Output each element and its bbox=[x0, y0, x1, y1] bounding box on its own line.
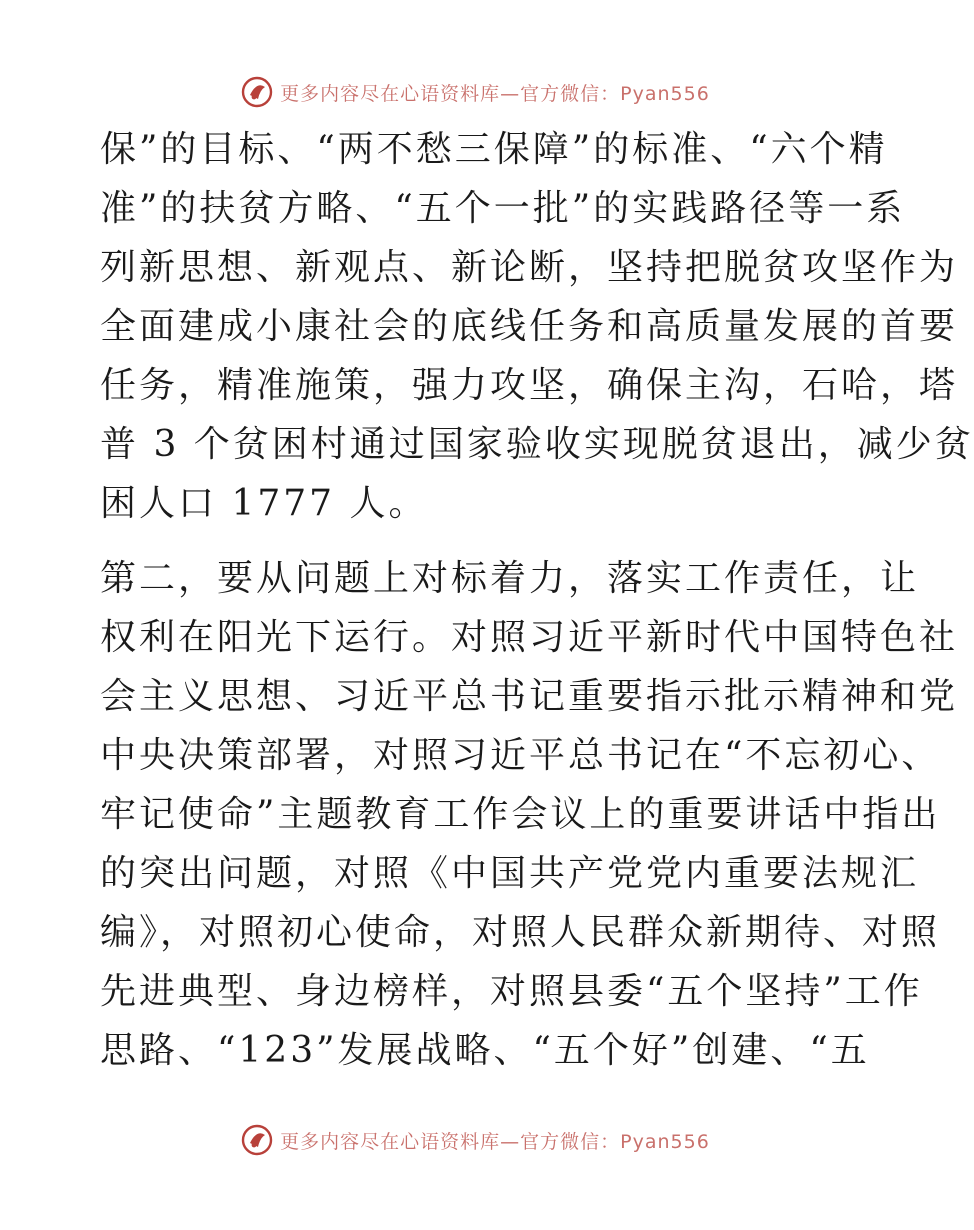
text-line: 中央决策部署，对照习近平总书记在“不忘初心、 bbox=[100, 735, 941, 776]
paragraph-2 bbox=[100, 549, 959, 1139]
document-body bbox=[100, 120, 974, 1139]
text-line: 牢记使命”主题教育工作会议上的重要讲话中指出 bbox=[100, 794, 941, 835]
text-line: 列新思想、新观点、新论断，坚持把脱贫攻坚作为 bbox=[100, 247, 959, 288]
text-line: 权利在阳光下运行。对照习近平新时代中国特色社 bbox=[100, 617, 959, 658]
footer-watermark bbox=[0, 1120, 950, 1160]
text-line: 全面建成小康社会的底线任务和高质量发展的首要 bbox=[100, 306, 959, 347]
text-line: 保”的目标、“两不愁三保障”的标准、“六个精 bbox=[100, 129, 888, 170]
paragraph-1 bbox=[100, 120, 974, 533]
brand-logo-icon bbox=[240, 75, 274, 109]
brand-logo-icon bbox=[240, 1123, 274, 1157]
text-line: 思路、“123”发展战略、“五个好”创建、“五 bbox=[100, 1030, 870, 1071]
paragraph-spacer bbox=[100, 533, 860, 549]
text-line: 第二，要从问题上对标着力，落实工作责任，让 bbox=[100, 558, 920, 599]
text-line: 困人口 1777 人。 bbox=[100, 483, 428, 524]
text-line: 会主义思想、习近平总书记重要指示批示精神和党 bbox=[100, 676, 959, 717]
text-line: 任务，精准施策，强力攻坚，确保主沟，石哈，塔 bbox=[100, 365, 959, 406]
watermark-text: 更多内容尽在心语资料库—官方微信：Pyan556 bbox=[280, 82, 710, 105]
text-line: 普 3 个贫困村通过国家验收实现脱贫退出，减少贫 bbox=[100, 424, 974, 465]
watermark-text: 更多内容尽在心语资料库—官方微信：Pyan556 bbox=[280, 1130, 710, 1153]
text-line: 先进典型、身边榜样，对照县委“五个坚持”工作 bbox=[100, 971, 923, 1012]
text-line: 的突出问题，对照《中国共产党党内重要法规汇 bbox=[100, 853, 920, 894]
header-watermark bbox=[0, 72, 950, 112]
text-line: 编》，对照初心使命，对照人民群众新期待、对照 bbox=[100, 912, 941, 953]
text-line: 准”的扶贫方略、“五个一批”的实践路径等一系 bbox=[100, 188, 906, 229]
